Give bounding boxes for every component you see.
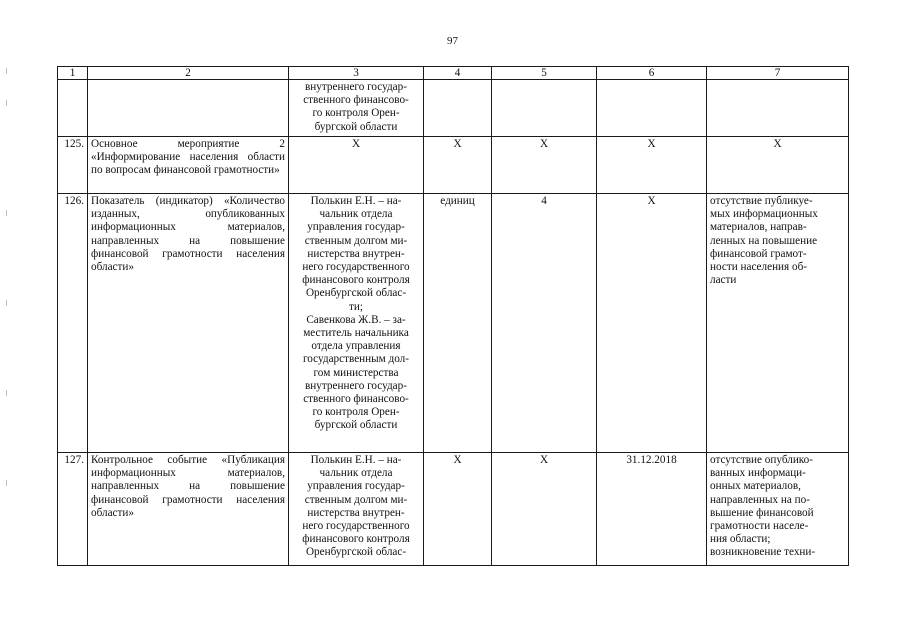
responsible-cell: Полькин Е.Н. – на- чальник отдела управления государ- ственным долгом ми- нистерства внутрен- него государственного финансового контроля Оренбургской облас- ти; Савенкова Ж.В. – за- меститель начальника отдела управления государственным дол- гом министерства внутреннего государ- ственного финансово- го контроля Орен- бургской области: [289, 194, 424, 453]
column-number: 6: [597, 67, 707, 80]
column-number: 7: [707, 67, 849, 80]
unit-cell: Х: [424, 137, 492, 194]
responsible-cell: внутреннего государ- ственного финансово- го контроля Орен- бургской области: [289, 80, 424, 137]
value-cell: Х: [492, 453, 597, 566]
name-cell: [88, 80, 289, 137]
date-cell: Х: [597, 194, 707, 453]
measures-table: [57, 66, 849, 566]
consequence-cell: отсутствие опублико- ванных информаци- онных материалов, направленных на по- вышение финансовой грамотности населе- ния области; возникновение техни-: [707, 453, 849, 566]
column-number: 2: [88, 67, 289, 80]
unit-cell: Х: [424, 453, 492, 566]
table-row: [58, 453, 849, 566]
value-cell: [492, 80, 597, 137]
column-number-row: [58, 67, 849, 80]
date-cell: [597, 80, 707, 137]
column-number: 3: [289, 67, 424, 80]
table-row: [58, 137, 849, 194]
date-cell: 31.12.2018: [597, 453, 707, 566]
column-number: 4: [424, 67, 492, 80]
row-number-cell: [58, 80, 88, 137]
consequence-cell: Х: [707, 137, 849, 194]
row-number-cell: 127.: [58, 453, 88, 566]
date-cell: Х: [597, 137, 707, 194]
unit-cell: [424, 80, 492, 137]
unit-cell: единиц: [424, 194, 492, 453]
table-row: [58, 80, 849, 137]
row-number-cell: 125.: [58, 137, 88, 194]
name-cell: Основное мероприятие 2 «Информирование населения области по вопросам финансовой грамотности»: [88, 137, 289, 194]
column-number: 1: [58, 67, 88, 80]
consequence-cell: [707, 80, 849, 137]
table-row: [58, 194, 849, 453]
consequence-cell: отсутствие публикуе- мых информационных материалов, направ- ленных на повышение финансовой грамот- ности населения об- ласти: [707, 194, 849, 453]
scan-margin-marks: [6, 60, 8, 540]
page-number: 97: [447, 35, 458, 47]
value-cell: 4: [492, 194, 597, 453]
responsible-cell: Х: [289, 137, 424, 194]
column-number: 5: [492, 67, 597, 80]
row-number-cell: 126.: [58, 194, 88, 453]
value-cell: Х: [492, 137, 597, 194]
name-cell: Контрольное событие «Публикация информационных материалов, направленных на повышение финансовой грамотности населения области»: [88, 453, 289, 566]
name-cell: Показатель (индикатор) «Количество изданных, опубликованных информационных материалов, направленных на повышение финансовой грамотности населения области»: [88, 194, 289, 453]
responsible-cell: Полькин Е.Н. – на- чальник отдела управления государ- ственным долгом ми- нистерства внутрен- него государственного финансового контроля Оренбургской облас-: [289, 453, 424, 566]
